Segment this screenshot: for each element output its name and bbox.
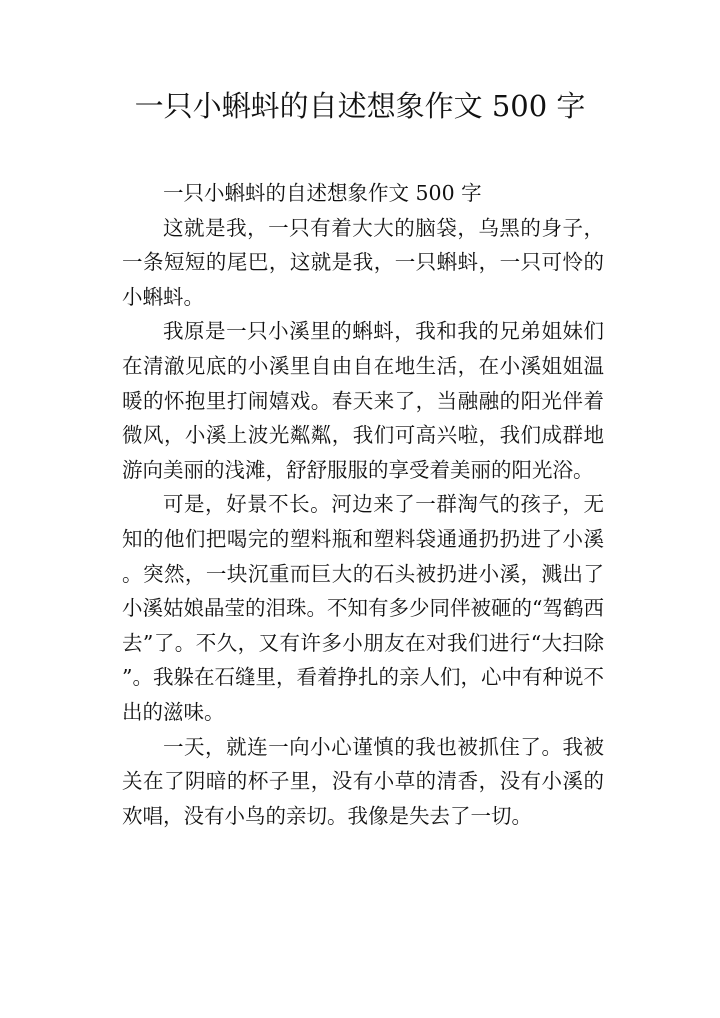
document-body <box>122 176 604 833</box>
paragraph-2: 我原是一只小溪里的蝌蚪，我和我的兄弟姐妹们在清澈见底的小溪里自由自在地生活，在小溪姐姐温暖的怀抱里打闹嬉戏。春天来了，当融融的阳光伴着微风，小溪上波光粼粼，我们可高兴啦，我们成群地游向美丽的浅滩，舒舒服服的享受着美丽的阳光浴。 <box>122 319 604 482</box>
paragraph-subtitle: 一只小蝌蚪的自述想象作文 500 字 <box>163 181 482 205</box>
document-title: 一只小蝌蚪的自述想象作文 500 字 <box>134 89 586 123</box>
paragraph-3: 可是，好景不长。河边来了一群淘气的孩子，无知的他们把喝完的塑料瓶和塑料袋通通扔扔进了小溪。突然，一块沉重而巨大的石头被扔进小溪，溅出了小溪姑娘晶莹的泪珠。不知有多少同伴被砸的“驾鹤西去”了。不久，又有许多小朋友在对我们进行“大扫除”。我躲在石缝里，看着挣扎的亲人们，心中有种说不出的滋味。 <box>122 492 604 724</box>
paragraph-4: 一天，就连一向小心谨慎的我也被抓住了。我被关在了阴暗的杯子里，没有小草的清香，没有小溪的欢唱，没有小鸟的亲切。我像是失去了一切。 <box>122 734 604 828</box>
paragraph-1: 这就是我，一只有着大大的脑袋，乌黑的身子，一条短短的尾巴，这就是我，一只蝌蚪，一只可怜的小蝌蚪。 <box>122 215 604 309</box>
